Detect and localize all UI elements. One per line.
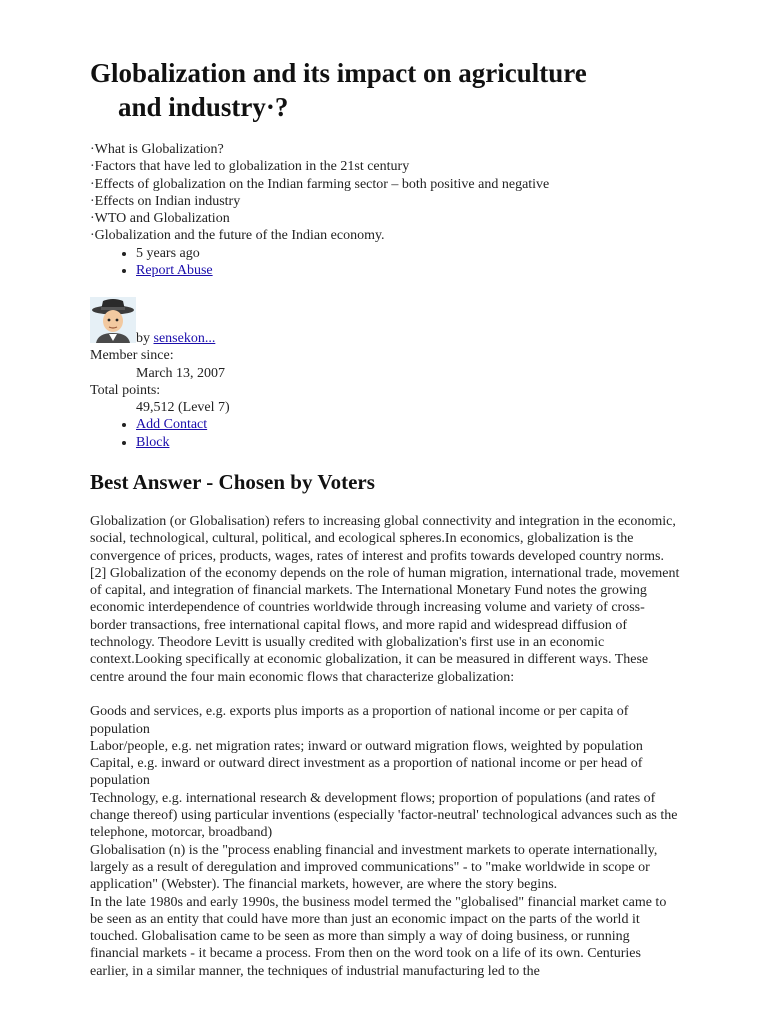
add-contact-link[interactable]: Add Contact [136, 417, 208, 433]
answer-paragraph: Globalisation (n) is the "process enabling financial and investment markets to operate internationally, largely as a result of deregulation and improved communications" - to "make worldwide in scope or application" (Webster). The financial markets, however, are where the story begins. [90, 842, 658, 893]
report-abuse-item [136, 262, 690, 279]
question-point: ·WTO and Globalization [90, 211, 230, 227]
answer-paragraph: In the late 1980s and early 1990s, the business model termed the "globalised" financial market came to be seen as an entity that could have more than just an economic impact on the parts of the world it touched. Globalisation came to be seen as more than simply a way of doing business, or running financial markets - it became a process. From then on the word took on a life of its own. Centuries earlier, in a similar manner, the techniques of industrial manufacturing led to the [90, 894, 667, 979]
question-point: ·What is Globalization? [90, 142, 224, 157]
report-abuse-link[interactable]: Report Abuse [136, 263, 213, 279]
block-item [136, 434, 690, 451]
question-details [90, 141, 690, 279]
answer-paragraph: Technology, e.g. international research & development flows; proportion of populations (and rates of change thereof) using particular inventions (especially 'factor-neutral' technological advances such as the telephone, motorcar, broadband) [90, 790, 678, 841]
answer-paragraph: Goods and services, e.g. exports plus imports as a proportion of national income or per capita of population [90, 704, 629, 737]
question-point: ·Factors that have led to globalization in the 21st century [90, 159, 410, 175]
author-name-link[interactable]: sensekon... [153, 331, 216, 346]
author-actions [90, 416, 690, 451]
block-link[interactable]: Block [136, 434, 170, 450]
best-answer-heading: Best Answer - Chosen by Voters [90, 470, 375, 494]
member-since-value: March 13, 2007 [136, 365, 226, 381]
by-label: by [136, 331, 150, 346]
member-since-label: Member since: [90, 348, 174, 364]
add-contact-item [136, 416, 690, 433]
best-answer-body [90, 513, 680, 980]
author-byline [90, 330, 690, 347]
author-info [90, 330, 690, 451]
question-point: ·Effects of globalization on the Indian farming sector – both positive and negative [90, 176, 550, 192]
answer-paragraph: Labor/people, e.g. net migration rates; inward or outward migration flows, weighted by population Capital, e.g. inward or outward direct investment as a proportion of national income or per head of population [90, 738, 643, 789]
answer-paragraph: Globalization (or Globalisation) refers to increasing global connectivity and integration in the economic, social, technological, cultural, political, and ecological spheres.In economics, globalization is the convergence of prices, products, wages, rates of interest and profits towards developed country norms.[2] Globalization of the economy depends on the role of human migration, international trade, movement of capital, and integration of financial markets. The International Monetary Fund notes the growing economic interdependence of countries worldwide through increasing volume and variety of cross-border transactions, free international capital flows, and more rapid and widespread diffusion of technology. Theodore Levitt is usually credited with globalization's first use in an economic context.Looking specifically at economic globalization, it can be measured in different ways. These centre around the four main economic flows that characterize globalization: [90, 514, 680, 685]
total-points-label: Total points: [90, 382, 161, 398]
question-meta-list [90, 245, 690, 280]
question-title [90, 56, 690, 124]
total-points-value: 49,512 (Level 7) [136, 400, 230, 416]
question-point: ·Effects on Indian industry [90, 193, 241, 209]
question-point: ·Globalization and the future of the Indian economy. [90, 228, 385, 244]
title-line-1: Globalization and its impact on agriculture [90, 58, 587, 88]
question-age: • 5 years ago [136, 245, 690, 262]
title-line-2: and industry·? [118, 92, 289, 122]
